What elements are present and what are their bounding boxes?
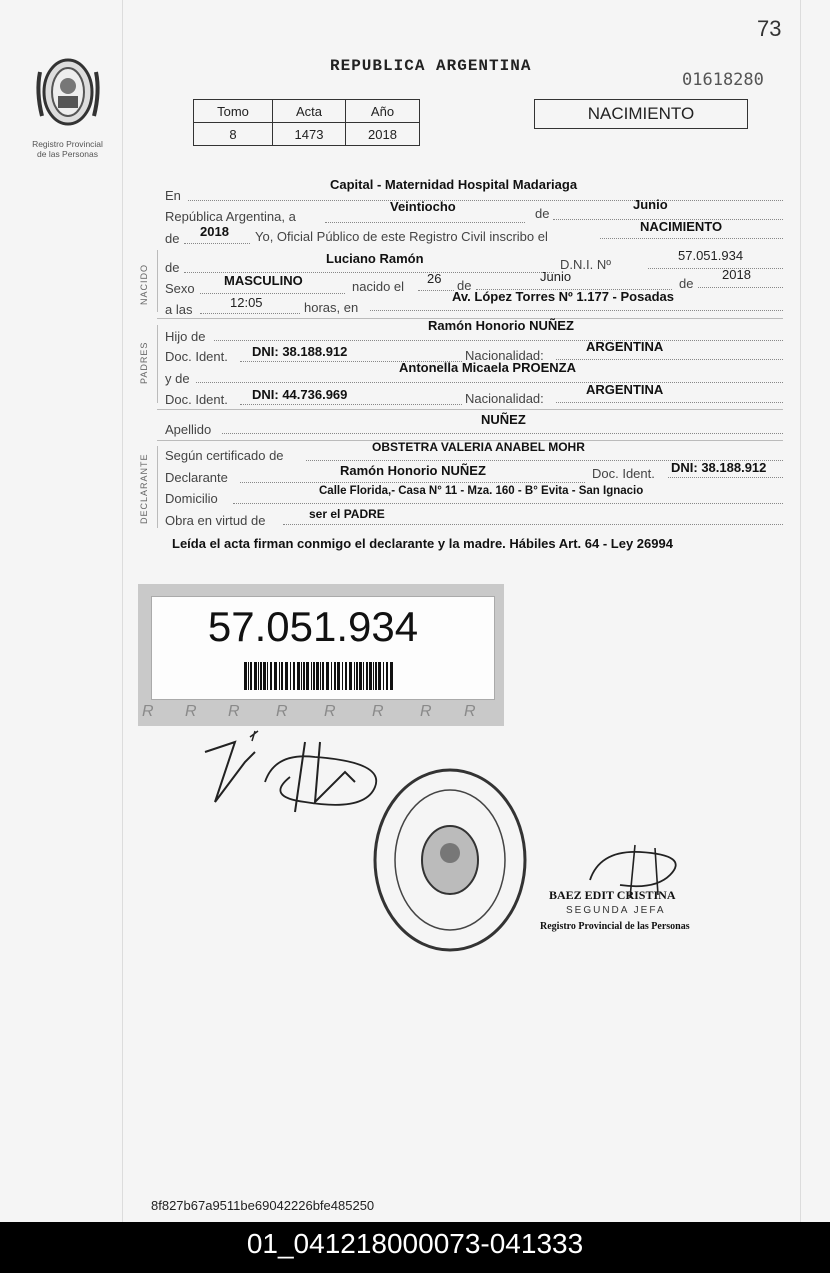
dotted-line [200,293,345,294]
logo-caption-line1: Registro Provincial [32,139,103,149]
sticker-letter: R [324,703,336,720]
record-table [193,99,420,146]
sticker-letter: R [372,703,384,720]
field-dia-nacimiento: 26 [427,271,442,286]
field-lugar: Capital - Maternidad Hospital Madariaga [330,177,578,192]
dotted-line [188,200,783,201]
header-title: REPUBLICA ARGENTINA [330,57,532,75]
section-separator [157,325,158,403]
dotted-line [418,290,454,291]
label-sexo: Sexo [165,281,195,296]
label-yo: Yo, Oficial Público de este Registro Civil inscribo el [255,229,548,244]
dotted-line [184,243,250,244]
field-padre: Ramón Honorio NUÑEZ [428,318,574,333]
field-padre-nacionalidad: ARGENTINA [586,339,664,354]
field-madre: Antonella Micaela PROENZA [399,360,576,375]
official-name: BAEZ EDIT CRISTINA [549,888,676,902]
field-madre-nacionalidad: ARGENTINA [586,382,664,397]
dotted-line [233,503,783,504]
section-divider [157,409,783,410]
label-horas-en: horas, en [304,300,359,315]
dotted-line [222,433,783,434]
serial-number: 01618280 [682,70,764,90]
page-number: 73 [757,16,782,41]
field-madre-doc: DNI: 44.736.969 [252,387,348,402]
dotted-line [240,482,585,483]
dotted-line [196,382,783,383]
registry-logo [20,52,115,159]
dotted-line [214,340,783,341]
label-de-nombre: de [165,260,180,275]
field-tipo: NACIMIENTO [640,219,723,234]
sticker-letter: R [420,703,432,720]
field-domicilio: Calle Florida,- Casa N° 11 - Mza. 160 - B° Evita - San Ignacio [319,485,644,497]
dotted-line [370,310,783,311]
page-edge-right [800,0,801,1222]
sticker-letter: R [464,703,476,720]
label-doc-ident: Doc. Ident. [165,349,228,364]
sticker-letter: R [228,703,240,720]
label-nacido-el: nacido el [352,279,405,294]
field-domicilio-nacimiento: Av. López Torres Nº 1.177 - Posadas [452,289,674,304]
page-edge-left [122,0,123,1222]
label-a-las: a las [165,302,193,317]
field-padre-doc: DNI: 38.188.912 [252,344,348,359]
sticker-letter: R [185,703,197,720]
barcode-icon [244,662,394,690]
label-doc-ident3: Doc. Ident. [592,466,655,481]
document-hash: 8f827b67a9511be69042226bfe485250 [151,1198,375,1213]
label-y-de: y de [165,371,190,386]
label-de: de [535,206,550,221]
coat-of-arms-icon [32,52,104,132]
official-organization: Registro Provincial de las Personas [540,921,690,932]
dotted-line [325,222,525,223]
label-obra-en-virtud: Obra en virtud de [165,513,266,528]
sticker-letter: R [276,703,288,720]
dni-sticker [138,584,504,726]
dotted-line [283,524,783,525]
dotted-line [668,477,783,478]
field-declarante-doc: DNI: 38.188.912 [671,460,767,475]
field-anio-nacimiento: 2018 [722,267,751,282]
section-separator [157,250,158,312]
field-declarante: Ramón Honorio NUÑEZ [340,463,486,478]
field-nombre: Luciano Ramón [326,251,424,266]
field-dni: 57.051.934 [678,248,744,263]
field-sexo: MASCULINO [224,273,303,288]
label-republica: República Argentina, a [165,209,296,224]
footer-id: 01_041218000073-041333 [246,1228,584,1259]
label-de-mes: de [457,278,472,293]
field-mes-inscripcion: Junio [633,197,668,212]
field-anio-inscripcion: 2018 [200,224,229,239]
label-de-anio: de [679,276,694,291]
dotted-line [556,402,783,403]
field-certificado: OBSTETRA VALERIA ANABEL MOHR [372,440,585,454]
table-value-acta: 1473 [273,123,346,146]
label-declarante: Declarante [165,470,228,485]
field-obra-en-virtud: ser el PADRE [309,507,385,521]
side-label-nacido: NACIDO [139,263,149,305]
label-en: En [165,188,181,203]
dotted-line [240,404,462,405]
field-dia-inscripcion: Veintiocho [390,199,456,214]
field-hora: 12:05 [230,295,263,310]
dotted-line [648,268,783,269]
dotted-line [698,287,783,288]
dotted-line [600,238,783,239]
table-header-anio: Año [346,100,420,123]
side-label-padres: PADRES [139,341,149,384]
official-role: SEGUNDA JEFA [566,905,666,916]
official-stamp [370,765,530,955]
dotted-line [556,359,783,360]
label-doc-ident2: Doc. Ident. [165,392,228,407]
side-label-declarante: DECLARANTE [139,453,149,524]
table-value-anio: 2018 [346,123,420,146]
dotted-line [200,313,300,314]
label-nacionalidad: Nacionalidad: [465,348,544,363]
footer-id-bar [0,1222,830,1273]
section-separator [157,446,158,528]
label-hijo-de: Hijo de [165,329,206,344]
record-type-box: NACIMIENTO [534,99,748,129]
sticker-label [151,596,495,700]
label-apellido: Apellido [165,422,212,437]
table-header-acta: Acta [273,100,346,123]
label-de2: de [165,231,180,246]
table-value-tomo: 8 [194,123,273,146]
sticker-number: 57.051.934 [207,603,419,650]
label-dni: D.N.I. Nº [560,257,611,272]
label-domicilio: Domicilio [165,491,218,506]
logo-caption-line2: de las Personas [37,149,98,159]
label-nacionalidad2: Nacionalidad: [465,391,544,406]
sticker-letter: R [142,703,154,720]
field-apellido: NUÑEZ [481,412,526,427]
closing-text: Leída el acta firman conmigo el declarante y la madre. Hábiles Art. 64 - Ley 26994 [172,536,673,551]
label-segun-certificado: Según certificado de [165,448,284,463]
table-header-tomo: Tomo [194,100,273,123]
field-mes-nacimiento: Junio [540,269,572,284]
